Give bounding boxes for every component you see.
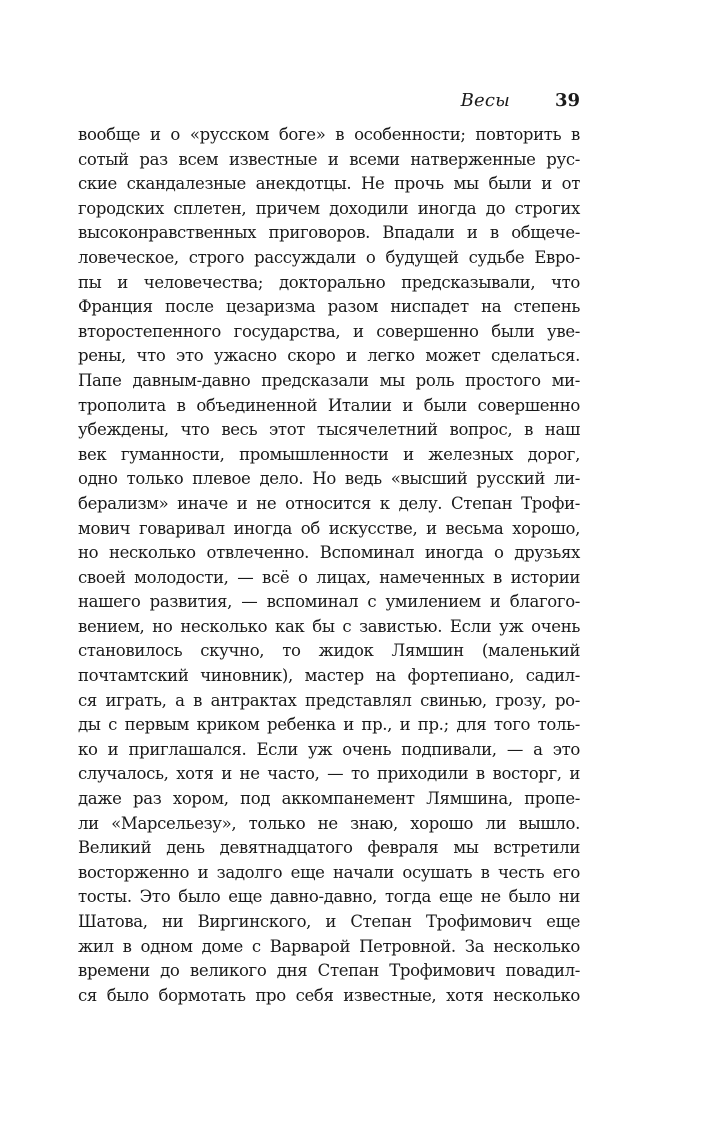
text-line: убеждены, что весь этот тысячелетний вопрос, в наш: [78, 420, 580, 440]
text-line: ся было бормотать про себя известные, хотя несколько: [78, 985, 580, 1005]
text-line: тосты. Это было еще давно-давно, тогда еще не было ни: [78, 887, 580, 907]
text-line: восторженно и задолго еще начали осушать в честь его: [78, 862, 580, 882]
text-line: берализм» иначе и не относится к делу. Степан Трофи-: [78, 493, 580, 513]
page-number: 39: [554, 90, 580, 111]
text-line: Франция после цезаризма разом ниспадет на степень: [78, 297, 580, 317]
text-line: даже раз хором, под аккомпанемент Лямшина, пропе-: [78, 789, 580, 809]
text-line: времени до великого дня Степан Трофимович повадил-: [78, 961, 580, 981]
section-title: Весы: [460, 90, 510, 111]
text-line: пы и человечества; докторально предсказывали, что: [78, 272, 580, 292]
text-line: нашего развития, — вспоминал с умилением и благого-: [78, 592, 580, 612]
text-line: второстепенного государства, и совершенно были уве-: [78, 321, 580, 341]
text-line: ские скандалезные анекдотцы. Не прочь мы были и от: [78, 174, 580, 194]
text-line: ся играть, а в антрактах представлял свинью, грозу, ро-: [78, 690, 580, 710]
text-line: сотый раз всем известные и всеми натверженные рус-: [78, 149, 580, 169]
text-line: Папе давным-давно предсказали мы роль простого ми-: [78, 370, 580, 390]
text-line: жил в одном доме с Варварой Петровной. За несколько: [78, 936, 580, 956]
text-line: высоконравственных приговоров. Впадали и в общече-: [78, 223, 580, 243]
text-line: век гуманности, промышленности и железных дорог,: [78, 444, 580, 464]
text-line: но несколько отвлеченно. Вспоминал иногда о друзьях: [78, 543, 580, 563]
text-line: вообще и о «русском боге» в особенности; повторить в: [78, 125, 580, 144]
text-line: ды с первым криком ребенка и пр., и пр.; для того толь-: [78, 715, 580, 735]
text-line: ко и приглашался. Если уж очень подпивали, — а это: [78, 739, 580, 759]
text-line: ли «Марсельезу», только не знаю, хорошо ли вышло.: [78, 813, 580, 833]
text-line: Шатова, ни Виргинского, и Степан Трофимович еще: [78, 912, 580, 931]
running-head: [78, 89, 580, 115]
text-line: своей молодости, — всё о лицах, намеченных в истории: [78, 567, 580, 587]
body-text: [78, 123, 580, 1008]
text-line: одно только плевое дело. Но ведь «высший русский ли-: [78, 469, 580, 489]
text-line: становилось скучно, то жидок Лямшин (маленький: [78, 641, 580, 661]
text-line: Великий день девятнадцатого февраля мы встретили: [78, 838, 580, 858]
text-line: вением, но несколько как бы с завистью. Если уж очень: [78, 616, 580, 636]
text-line: мович говаривал иногда об искусстве, и весьма хорошо,: [78, 518, 580, 538]
text-line: почтамтский чиновник), мастер на фортепиано, садил-: [78, 666, 580, 686]
text-line: трополита в объединенной Италии и были совершенно: [78, 395, 580, 415]
text-line: рены, что это ужасно скоро и легко может сделаться.: [78, 346, 580, 366]
text-line: городских сплетен, причем доходили иногда до строгих: [78, 198, 580, 218]
text-line: случалось, хотя и не часто, — то приходили в восторг, и: [78, 764, 580, 784]
text-line: ловеческое, строго рассуждали о будущей судьбе Евро-: [78, 247, 580, 267]
